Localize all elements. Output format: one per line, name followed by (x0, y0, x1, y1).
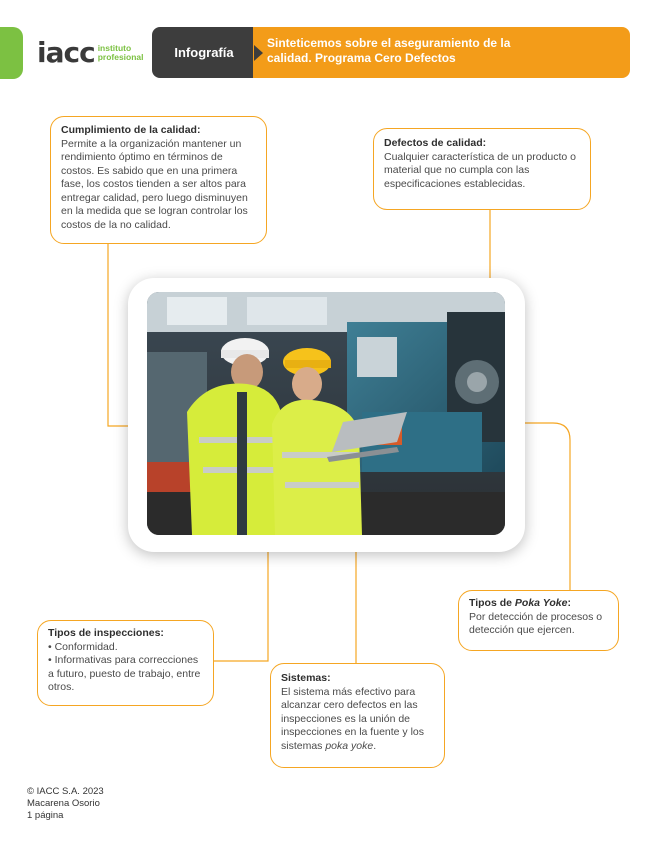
sistemas-text-part2: . (373, 739, 377, 752)
logo-line-1: instituto (97, 43, 132, 53)
page-title-line-2: calidad. Programa Cero Defectos (267, 51, 456, 65)
sistemas-box (270, 663, 445, 768)
defectos-box (373, 128, 591, 210)
cumplimiento-box (50, 116, 267, 244)
footer-author: Macarena Osorio (27, 798, 100, 809)
pokayoke-box (458, 590, 619, 651)
sistemas-text (281, 686, 424, 752)
list-item: • Informativas para correcciones a futuro, puesto de trabajo, entre otros. (48, 654, 203, 695)
pokayoke-title-part2: : (567, 597, 571, 609)
inspecciones-box (37, 620, 214, 706)
inspecciones-list (48, 641, 203, 695)
footer-copyright: © IACC S.A. 2023 (27, 786, 104, 797)
logo-line-2: profesional (97, 52, 144, 62)
logo-mark: iacc (37, 36, 95, 69)
factory-workers-photo (147, 292, 505, 535)
footer-pages: 1 página (27, 810, 64, 821)
inspecciones-title: Tipos de inspecciones: (48, 627, 164, 639)
list-item: • Conformidad. (48, 641, 203, 655)
cumplimiento-title: Cumplimiento de la calidad: (61, 124, 201, 136)
sistemas-text-part1: El sistema más efectivo para alcanzar cero defectos en las inspecciones es la unión de inspecciones en la fuente y los sistemas (281, 685, 425, 752)
footer (27, 786, 104, 822)
defectos-text: Cualquier característica de un producto o material que no cumpla con las especificaciones establecidas. (384, 150, 577, 190)
category-tag: Infografía (152, 27, 256, 78)
defectos-title: Defectos de calidad: (384, 137, 487, 149)
pokayoke-text: Por detección de procesos o detección que ejercen. (469, 610, 603, 636)
pokayoke-title-italic: Poka Yoke (514, 597, 568, 609)
pokayoke-title (469, 597, 608, 611)
page-title-line-1: Sinteticemos sobre el aseguramiento de la (267, 36, 511, 50)
sistemas-text-italic: poka yoke (325, 739, 374, 752)
cumplimiento-text: Permite a la organización mantener un rendimiento óptimo en términos de costos. Es sabido que en una primera fase, los costos tienden a ser altos para entregar calidad, pero luego disminuyen en la medida que se logran controlar los costos de la no calidad. (61, 137, 248, 231)
sistemas-title: Sistemas: (281, 672, 331, 684)
pokayoke-title-part1: Tipos de (469, 597, 515, 609)
